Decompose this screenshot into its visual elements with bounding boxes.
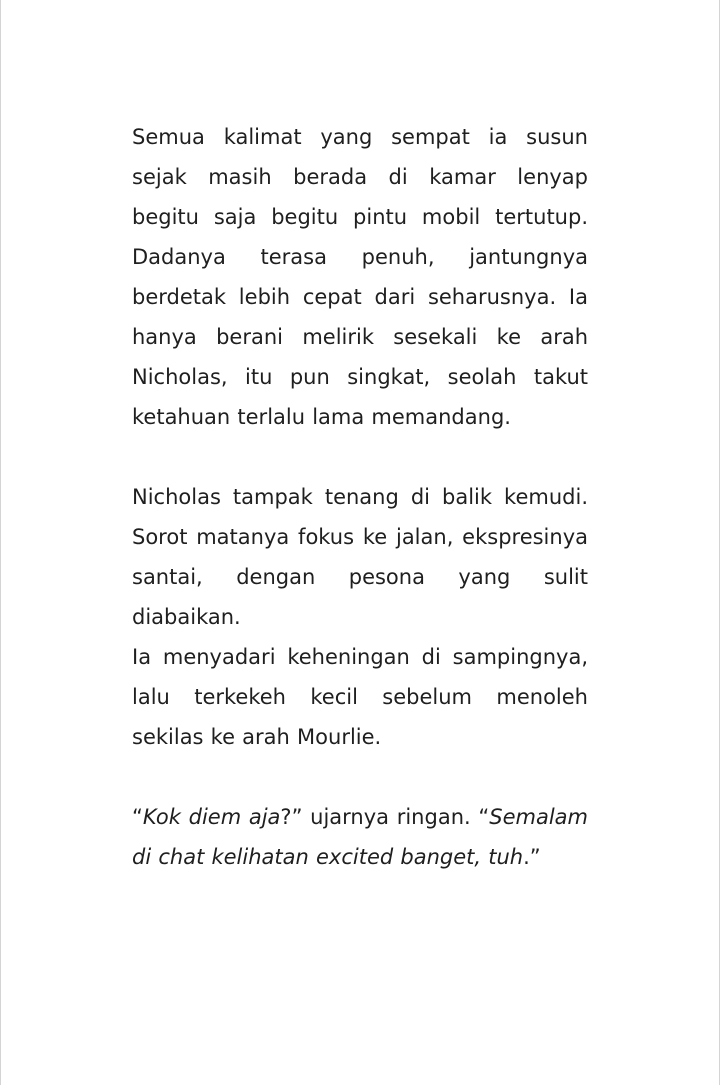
dialogue-speech-2: Semalam di chat kelihatan excited banget, tuh (132, 805, 588, 869)
paragraph-gap (132, 757, 588, 797)
dialogue-close-quote: .” (523, 845, 541, 869)
paragraph-1: Semua kalimat yang sempat ia susun sejak masih berada di kamar lenyap begitu saja begitu pintu mobil tertutup. Dadanya terasa penuh, jantungnya berdetak lebih cepat dari seharusnya. Ia hanya berani melirik sesekali ke arah Nicholas, itu pun singkat, seolah takut ketahuan terlalu lama memandang. (132, 125, 588, 429)
dialogue-narration: ?” ujarnya ringan. “ (280, 805, 490, 829)
story-text (132, 117, 588, 877)
page-border-left (0, 0, 1, 1085)
dialogue-open-quote: “ (132, 805, 143, 829)
paragraph-3: Ia menyadari keheningan di sampingnya, lalu terkekeh kecil sebelum menoleh sekilas ke arah Mourlie. (132, 645, 588, 749)
dialogue-speech-1: Kok diem aja (142, 805, 281, 829)
dialogue-paragraph (132, 797, 588, 877)
paragraph-gap (132, 437, 588, 477)
paragraph-2: Nicholas tampak tenang di balik kemudi. Sorot matanya fokus ke jalan, ekspresinya santai, dengan pesona yang sulit diabaikan. (132, 485, 588, 629)
